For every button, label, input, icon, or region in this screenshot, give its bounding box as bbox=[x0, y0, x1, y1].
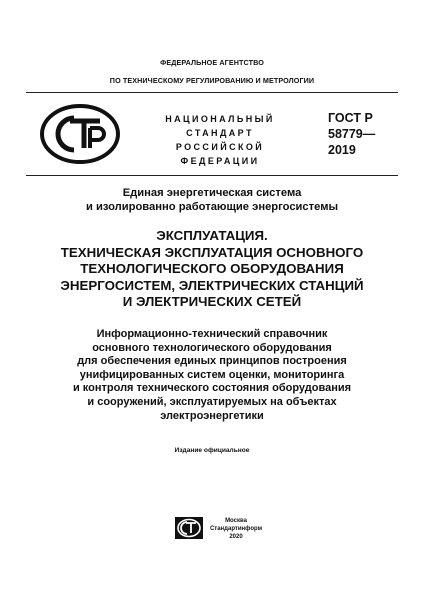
designation-line: 2019 bbox=[328, 143, 356, 157]
national-standard-label bbox=[160, 112, 280, 168]
description-line: Информационно-технический справочник bbox=[96, 328, 328, 340]
publisher-block bbox=[206, 517, 266, 541]
description-line: для обеспечения единых принципов построения bbox=[77, 355, 347, 368]
designation-line: 58779— bbox=[328, 127, 376, 141]
document-subtitle bbox=[0, 186, 424, 214]
standard-label-line: НАЦИОНАЛЬНЫЙ bbox=[165, 114, 275, 124]
title-line: И ЭЛЕКТРИЧЕСКИХ СЕТЕЙ bbox=[122, 294, 302, 309]
publisher-city: Москва bbox=[225, 518, 247, 524]
description-line: и сооружений, эксплуатируемых на объектах bbox=[87, 395, 337, 408]
document-title bbox=[0, 228, 424, 311]
description-line: основного технологического оборудования bbox=[92, 341, 332, 354]
top-rule bbox=[26, 92, 398, 93]
title-line: ЭКСПЛУАТАЦИЯ. bbox=[156, 228, 268, 243]
standard-designation bbox=[328, 110, 408, 158]
edition-label: Издание официальное bbox=[174, 447, 250, 454]
standard-label-line: ФЕДЕРАЦИИ bbox=[180, 156, 260, 166]
description-line: и контроля технического состояния оборудования bbox=[72, 382, 352, 395]
agency-line-2: ПО ТЕХНИЧЕСКОМУ РЕГУЛИРОВАНИЮ И МЕТРОЛОГИИ bbox=[109, 76, 315, 85]
description-line: унифицированных систем оценки, мониторинга bbox=[79, 368, 345, 381]
document-description bbox=[0, 328, 424, 423]
title-line: ТЕХНИЧЕСКАЯ ЭКСПЛУАТАЦИЯ ОСНОВНОГО bbox=[60, 244, 364, 260]
title-line: ТЕХНОЛОГИЧЕСКОГО ОБОРУДОВАНИЯ bbox=[80, 261, 344, 276]
publisher-year: 2020 bbox=[229, 534, 243, 540]
standartinform-logo-icon bbox=[174, 516, 204, 540]
bottom-rule bbox=[26, 175, 398, 176]
designation-line: ГОСТ Р bbox=[328, 111, 373, 125]
standard-label-line: СТАНДАРТ bbox=[186, 128, 254, 138]
subtitle-line: Единая энергетическая система bbox=[122, 187, 302, 199]
subtitle-line: и изолированно работающие энергосистемы bbox=[85, 201, 339, 213]
description-line: электроэнергетики bbox=[160, 409, 264, 422]
publisher-name: Стандартинформ bbox=[209, 526, 263, 532]
agency-line-1: ФЕДЕРАЛЬНОЕ АГЕНТСТВО bbox=[160, 58, 264, 67]
standard-label-line: РОССИЙСКОЙ bbox=[175, 142, 265, 152]
title-line: ЭНЕРГОСИСТЕМ, ЭЛЕКТРИЧЕСКИХ СТАНЦИЙ bbox=[60, 277, 364, 293]
gost-r-certification-mark-icon bbox=[40, 104, 120, 164]
